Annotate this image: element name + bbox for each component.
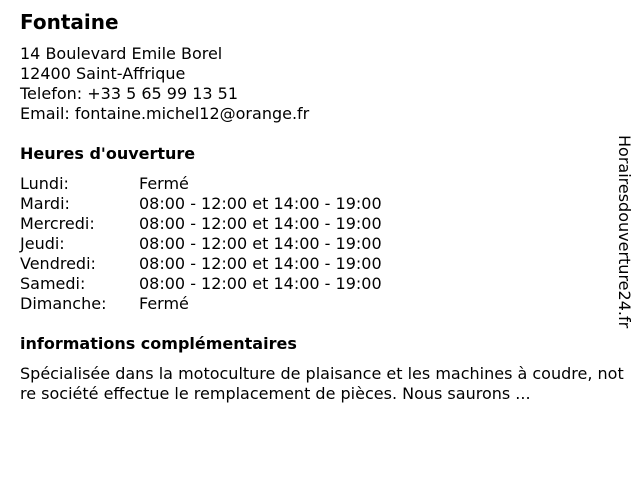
opening-hours-heading: Heures d'ouverture [20,144,196,163]
day-hours: 08:00 - 12:00 et 14:00 - 19:00 [139,194,382,213]
day-label: Dimanche: [20,294,107,313]
day-label: Samedi: [20,274,86,293]
day-hours: 08:00 - 12:00 et 14:00 - 19:00 [139,274,382,293]
day-label: Mardi: [20,194,70,213]
business-description: Spécialisée dans la motoculture de plaisance et les machines à coudre, notre société effectue le remplacement de pièces. Nous saurons ... [20,364,624,403]
business-name: Fontaine [20,10,119,34]
city-address: 12400 Saint-Affrique [20,64,186,83]
contact-block [20,44,309,124]
email-address: Email: fontaine.michel12@orange.fr [20,104,310,123]
day-label: Jeudi: [20,234,65,253]
phone-number: Telefon: +33 5 65 99 13 51 [20,84,239,103]
site-watermark: Horairesdouverture24.fr [615,135,634,329]
day-hours: 08:00 - 12:00 et 14:00 - 19:00 [139,214,382,233]
day-label: Lundi: [20,174,69,193]
day-label: Vendredi: [20,254,96,273]
day-hours: Fermé [139,174,189,193]
day-hours: 08:00 - 12:00 et 14:00 - 19:00 [139,234,382,253]
day-hours: 08:00 - 12:00 et 14:00 - 19:00 [139,254,382,273]
day-label: Mercredi: [20,214,95,233]
street-address: 14 Boulevard Emile Borel [20,44,223,63]
day-hours: Fermé [139,294,189,313]
additional-info-heading: informations complémentaires [20,334,297,353]
